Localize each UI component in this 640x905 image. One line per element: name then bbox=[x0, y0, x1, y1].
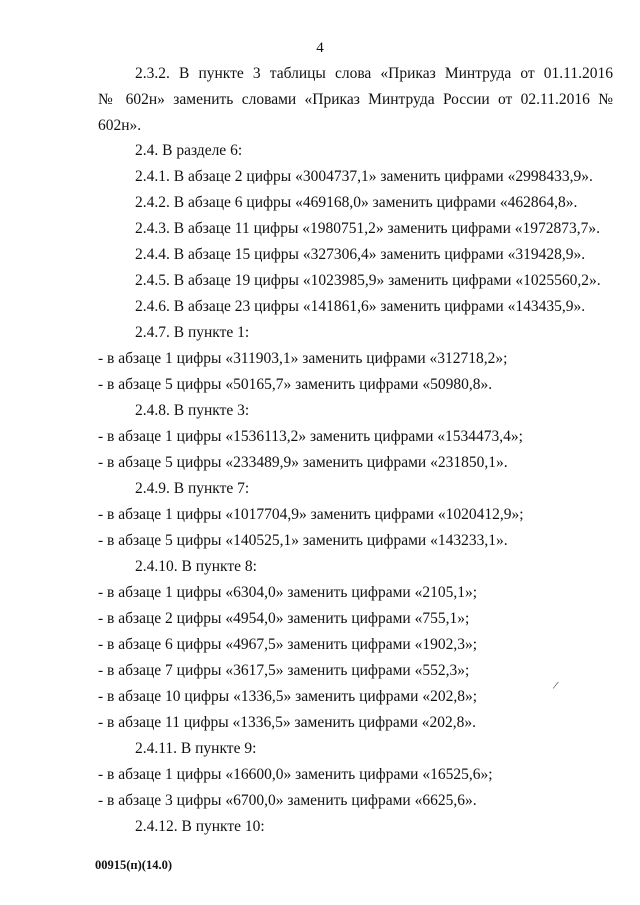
section-heading: 2.4.10. В пункте 8: bbox=[135, 558, 257, 575]
list-item: - в абзаце 11 цифры «1336,5» заменить цифрами «202,8». bbox=[98, 714, 477, 731]
paragraph-line: 2.4.2. В абзаце 6 цифры «469168,0» заменить цифрами «462864,8». bbox=[135, 194, 578, 211]
list-item: - в абзаце 5 цифры «233489,9» заменить цифрами «231850,1». bbox=[98, 454, 508, 471]
list-item: - в абзаце 1 цифры «1017704,9» заменить цифрами «1020412,9»; bbox=[98, 506, 524, 523]
pen-mark: / bbox=[551, 677, 560, 693]
paragraph-line: 2.4.4. В абзаце 15 цифры «327306,4» заменить цифрами «319428,9». bbox=[135, 246, 586, 263]
section-heading: 2.4.8. В пункте 3: bbox=[135, 402, 250, 419]
list-item: - в абзаце 2 цифры «4954,0» заменить цифрами «755,1»; bbox=[98, 610, 470, 627]
section-heading: 2.4.12. В пункте 10: bbox=[135, 818, 265, 835]
list-item: - в абзаце 6 цифры «4967,5» заменить цифрами «1902,3»; bbox=[98, 636, 478, 653]
list-item: - в абзаце 5 цифры «140525,1» заменить цифрами «143233,1». bbox=[98, 532, 508, 549]
list-item: - в абзаце 7 цифры «3617,5» заменить цифрами «552,3»; bbox=[98, 662, 470, 679]
list-item: - в абзаце 10 цифры «1336,5» заменить цифрами «202,8»; bbox=[98, 688, 478, 705]
list-item: - в абзаце 1 цифры «1536113,2» заменить цифрами «1534473,4»; bbox=[98, 428, 523, 445]
document-code: 00915(п)(14.0) bbox=[95, 858, 172, 872]
section-heading: 2.4.11. В пункте 9: bbox=[135, 740, 257, 757]
section-heading: 2.4.7. В пункте 1: bbox=[135, 324, 250, 341]
section-heading: 2.4.9. В пункте 7: bbox=[135, 480, 250, 497]
list-item: - в абзаце 5 цифры «50165,7» заменить цифрами «50980,8». bbox=[98, 376, 493, 393]
section-heading: 2.4. В разделе 6: bbox=[135, 142, 243, 159]
paragraph-line: 2.4.3. В абзаце 11 цифры «1980751,2» заменить цифрами «1972873,7». bbox=[135, 220, 600, 237]
paragraph-line: 602н». bbox=[98, 117, 142, 134]
list-item: - в абзаце 1 цифры «311903,1» заменить цифрами «312718,2»; bbox=[98, 350, 508, 367]
paragraph-line: № 602н» заменить словами «Приказ Минтруда России от 02.11.2016 № bbox=[98, 91, 613, 108]
paragraph-line: 2.3.2. В пункте 3 таблицы слова «Приказ Минтруда от 01.11.2016 bbox=[135, 65, 613, 82]
list-item: - в абзаце 3 цифры «6700,0» заменить цифрами «6625,6». bbox=[98, 792, 477, 809]
paragraph-line: 2.4.5. В абзаце 19 цифры «1023985,9» заменить цифрами «1025560,2». bbox=[135, 272, 601, 289]
page-number: 4 bbox=[316, 40, 324, 56]
paragraph-line: 2.4.1. В абзаце 2 цифры «3004737,1» заменить цифрами «2998433,9». bbox=[135, 168, 593, 185]
list-item: - в абзаце 1 цифры «6304,0» заменить цифрами «2105,1»; bbox=[98, 584, 478, 601]
list-item: - в абзаце 1 цифры «16600,0» заменить цифрами «16525,6»; bbox=[98, 766, 493, 783]
paragraph-line: 2.4.6. В абзаце 23 цифры «141861,6» заменить цифрами «143435,9». bbox=[135, 298, 586, 315]
